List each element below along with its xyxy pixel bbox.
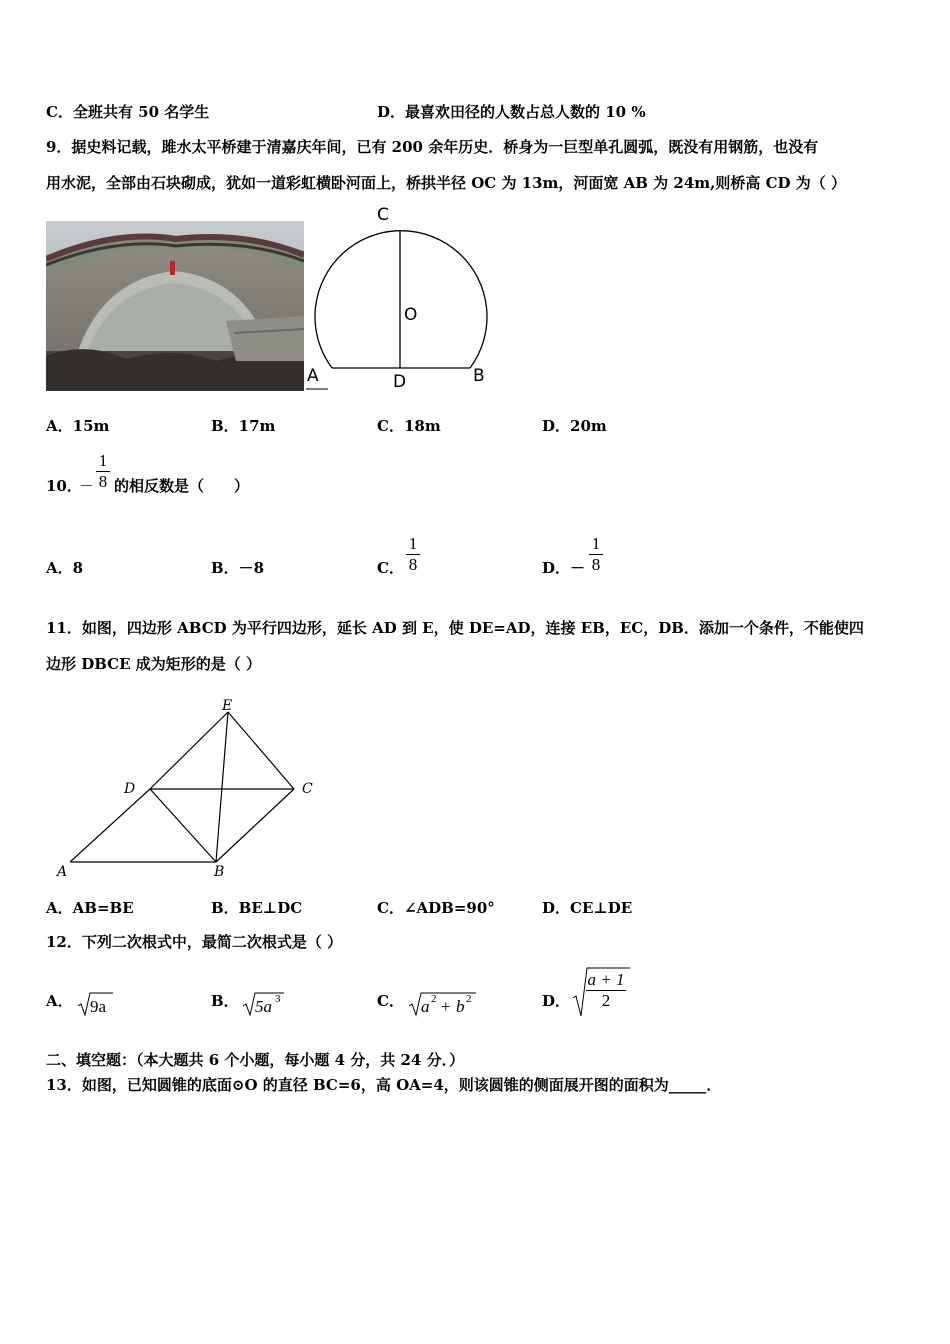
label-a-parallelogram: A (57, 864, 68, 880)
q10-option-c-fraction (406, 534, 420, 575)
q12-option-b-base: 5a (255, 997, 272, 1016)
q12-option-d-prefix: D． (542, 992, 571, 1010)
q9-option-b: B．17m (211, 417, 276, 435)
q9-option-d: D．20m (542, 417, 607, 435)
section2-heading: 二、填空题：（本大题共 6 个小题，每小题 4 分，共 24 分．） (46, 1051, 465, 1069)
q11-option-a: A．AB=BE (46, 899, 134, 917)
parallelogram-diagram (40, 690, 340, 890)
q11-option-d: D．CE⊥DE (542, 899, 633, 917)
q12-option-c-prefix: C． (377, 992, 404, 1010)
label-b-parallelogram: B (214, 864, 225, 880)
label-a: A (307, 366, 319, 386)
q12-option-d-den: 2 (601, 991, 611, 1010)
label-c-parallelogram: C (302, 781, 313, 797)
q11-stem-line1: 11．如图，四边形 ABCD 为平行四边形，延长 AD 到 E，使 DE=AD，连接 EB，EC，DB．添加一个条件，不能使四 (46, 619, 864, 637)
q9-stem-line1: 9．据史料记载，雎水太平桥建于清嘉庆年间，已有 200 余年历史．桥身为一巨型单孔圆弧，既没有用钢筋，也没有 (46, 138, 819, 156)
q10-option-d-num: 1 (591, 534, 601, 553)
label-e: E (222, 698, 233, 714)
q10-fraction-den: 8 (98, 472, 108, 491)
bridge-photo (46, 221, 304, 391)
q10-minus: － (79, 477, 95, 495)
q9-stem-line2: 用水泥，全部由石块砌成，犹如一道彩虹横卧河面上，桥拱半径 OC 为 13m，河面宽 AB 为 24m,则桥高 CD 为（ ） (46, 174, 846, 192)
q12-option-d-fraction (586, 970, 626, 1011)
q10-option-b: B．－8 (211, 559, 265, 577)
label-c: C (377, 205, 389, 225)
q12-option-c-exp2: 2 (466, 993, 472, 1005)
q12-option-d-num: a + 1 (587, 970, 625, 989)
q8-option-c: C．全班共有 50 名学生 (46, 103, 210, 121)
q10-option-c-prefix: C． (377, 559, 404, 577)
arch-arc (315, 231, 487, 368)
q10-number: 10． (46, 477, 82, 495)
q12-option-b-exp: 3 (275, 993, 281, 1005)
label-d-parallelogram: D (124, 781, 136, 797)
q13-stem: 13．如图，已知圆锥的底面⊙O 的直径 BC=6，高 OA=4，则该圆锥的侧面展开图的面积为_____． (46, 1076, 722, 1094)
q10-fraction-num: 1 (98, 451, 108, 470)
label-b: B (473, 366, 485, 386)
q11-stem-line2: 边形 DBCE 成为矩形的是（ ） (46, 655, 262, 673)
q11-option-b: B．BE⊥DC (211, 899, 303, 917)
q10-option-c-num: 1 (408, 534, 418, 553)
q9-option-a: A．15m (46, 417, 110, 435)
q10-option-d-fraction (589, 534, 603, 575)
q12-option-a-expr: 9a (90, 997, 107, 1016)
segment-ec (228, 712, 294, 789)
label-o: O (404, 305, 418, 325)
q12-option-c-exp1: 2 (431, 993, 437, 1005)
q10-option-d-prefix: D．－ (542, 559, 586, 577)
label-d: D (393, 372, 407, 392)
q8-option-d: D．最喜欢田径的人数占总人数的 10 % (377, 103, 646, 121)
q10-option-c-den: 8 (408, 555, 418, 574)
segment-eb (216, 712, 228, 862)
q9-option-c: C．18m (377, 417, 441, 435)
q10-suffix: 的相反数是（ ） (114, 477, 250, 495)
q11-option-c: C．∠ADB=90° (377, 899, 495, 917)
q12-option-b-prefix: B． (211, 992, 239, 1010)
q12-option-a-prefix: A． (46, 992, 73, 1010)
segment-de (150, 712, 228, 789)
q10-option-a: A．8 (46, 559, 84, 577)
q10-fraction (96, 451, 110, 492)
q12-option-c-plus: + (441, 997, 451, 1016)
q12-option-c-a: a (421, 997, 430, 1016)
segment-ad (70, 789, 150, 862)
segment-db (150, 789, 216, 862)
q10-option-d-den: 8 (591, 555, 601, 574)
q12-stem: 12．下列二次根式中，最简二次根式是（ ） (46, 933, 343, 951)
segment-bc (216, 789, 294, 862)
q12-option-c-b: b (456, 997, 465, 1016)
